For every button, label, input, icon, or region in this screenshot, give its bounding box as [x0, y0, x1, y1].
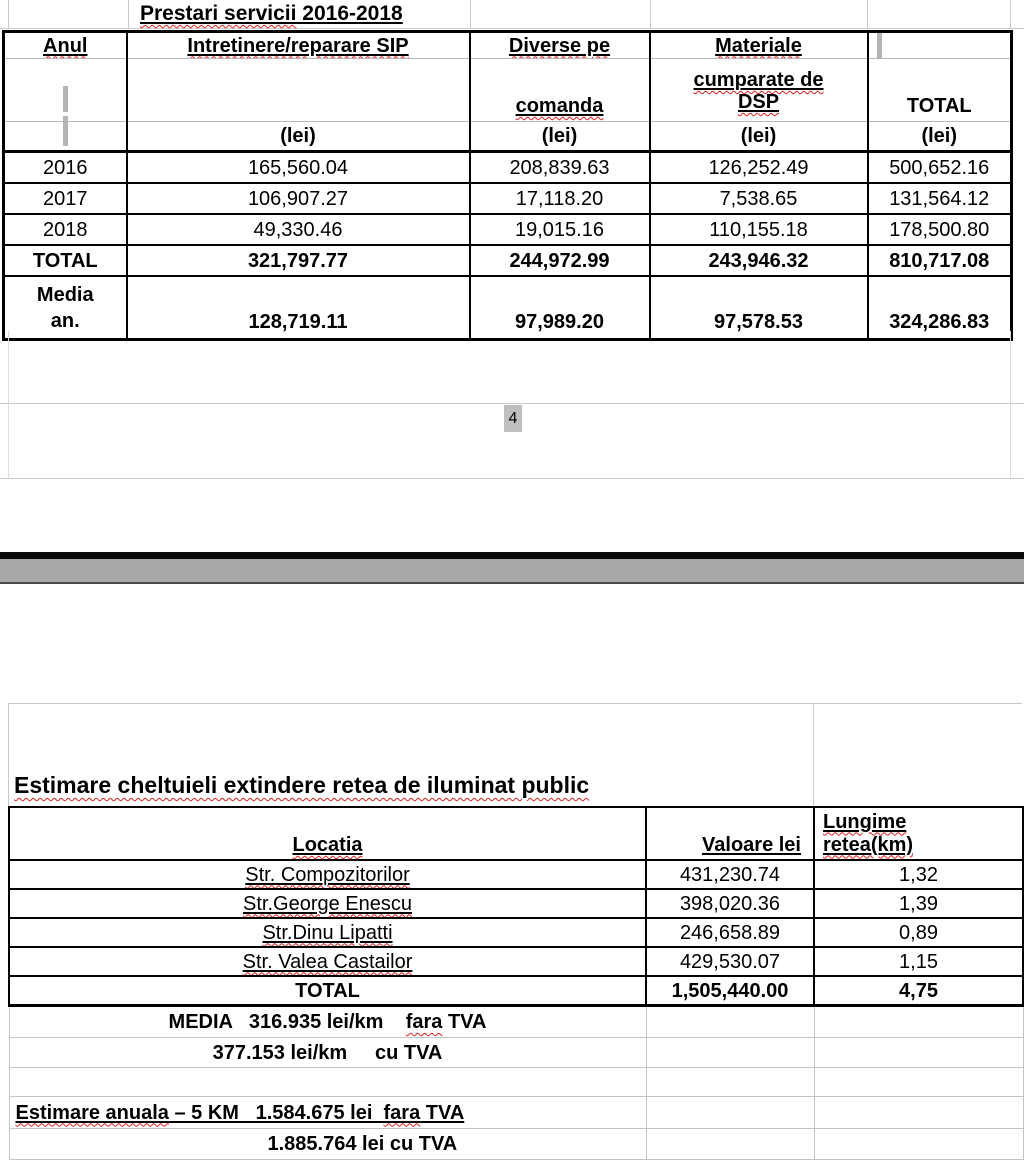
- header-valoare: Valoare lei: [646, 807, 814, 860]
- empty-cell: [814, 1038, 1023, 1068]
- value-cell: 110,155.18: [650, 214, 868, 245]
- media-line2-cell: 377.153 lei/km cu TVA: [9, 1038, 646, 1068]
- services-table: [2, 30, 1013, 341]
- section-title: [8, 769, 1008, 803]
- street-cell: Str. Compozitorilor: [9, 860, 646, 889]
- table-row-street: [9, 947, 1023, 976]
- empty-cell: [814, 1006, 1023, 1038]
- table-row-2018: [4, 214, 1012, 245]
- year-cell: 2016: [4, 152, 127, 184]
- media-value-cell: 97,989.20: [470, 276, 650, 340]
- table-row-2017: [4, 183, 1012, 214]
- value-cell: 19,015.16: [470, 214, 650, 245]
- table1-title: [128, 0, 470, 28]
- total-value-cell: 243,946.32: [650, 245, 868, 276]
- header-intretinere-empty: [127, 59, 470, 122]
- media-value-cell: 97,578.53: [650, 276, 868, 340]
- header-locatia: Locatia: [9, 807, 646, 860]
- value-cell: 7,538.65: [650, 183, 868, 214]
- value-cell: 106,907.27: [127, 183, 470, 214]
- media-label-cell: Media an.: [4, 276, 127, 340]
- value-cell: 126,252.49: [650, 152, 868, 184]
- empty-cell: [646, 1129, 814, 1160]
- empty-cell: [9, 1068, 646, 1097]
- estimare-row-2: [9, 1129, 1023, 1160]
- page-gap: [0, 559, 1024, 582]
- value-cell: 17,118.20: [470, 183, 650, 214]
- street-cell: Str. Valea Castailor: [9, 947, 646, 976]
- empty-cell: [646, 1038, 814, 1068]
- gridline-vertical: [1010, 0, 1011, 29]
- header-lei: (lei): [470, 122, 650, 152]
- year-cell: 2018: [4, 214, 127, 245]
- header-lungime: Lungime retea(km): [814, 807, 1023, 860]
- table1-header-row-1: [4, 32, 1012, 59]
- empty-row: [9, 1068, 1023, 1097]
- table2-header-row: [9, 807, 1023, 860]
- total-value-cell: 1,505,440.00: [646, 976, 814, 1006]
- media-row-1: [9, 1006, 1023, 1038]
- cursor-artifact: [63, 116, 68, 146]
- empty-cell: [646, 1006, 814, 1038]
- media-row-2: [9, 1038, 1023, 1068]
- header-total: TOTAL: [868, 59, 1012, 122]
- media-value-cell: 128,719.11: [127, 276, 470, 340]
- table1-title-misspelled: Prestari servicii: [140, 2, 297, 25]
- header-materiale-line1: Materiale: [650, 32, 868, 59]
- table-row-2016: [4, 152, 1012, 184]
- total-label-cell: TOTAL: [4, 245, 127, 276]
- empty-cell: [814, 1068, 1023, 1097]
- table-row-street: [9, 889, 1023, 918]
- total-value-cell: 810,717.08: [868, 245, 1012, 276]
- header-total-empty: [868, 32, 1012, 59]
- header-diverse-line1: Diverse pe: [470, 32, 650, 59]
- cursor-artifact: [877, 33, 882, 58]
- street-cell: Str.Dinu Lipatti: [9, 918, 646, 947]
- table-row-street: [9, 918, 1023, 947]
- empty-cell: [814, 1129, 1023, 1160]
- gridline-vertical: [8, 0, 9, 29]
- header-anul: Anul: [4, 32, 127, 59]
- value-cell: 131,564.12: [868, 183, 1012, 214]
- table-row-street: [9, 860, 1023, 889]
- value-cell: 500,652.16: [868, 152, 1012, 184]
- header-intretinere: Intretinere/reparare SIP: [127, 32, 470, 59]
- estimare-line1-cell: Estimare anuala – 5 KM 1.584.675 lei fara TVA: [9, 1097, 646, 1129]
- empty-cell: [646, 1097, 814, 1129]
- header-lei: (lei): [650, 122, 868, 152]
- page-top-edge: [0, 582, 1024, 584]
- table1-title-years: 2016-2018: [296, 2, 403, 25]
- value-cell: 398,020.36: [646, 889, 814, 918]
- value-cell: 49,330.46: [127, 214, 470, 245]
- value-cell: 431,230.74: [646, 860, 814, 889]
- gridline-vertical: [8, 331, 9, 478]
- value-cell: 165,560.04: [127, 152, 470, 184]
- table1-title-text: [140, 2, 403, 25]
- value-cell: 1,15: [814, 947, 1023, 976]
- section-title-text: Estimare cheltuieli extindere retea de iluminat public: [14, 772, 590, 798]
- media-line1-cell: MEDIA 316.935 lei/km fara TVA: [9, 1006, 646, 1038]
- page-number-field: 4: [504, 405, 522, 432]
- estimare-row-1: [9, 1097, 1023, 1129]
- gridline-horizontal: [0, 478, 1024, 479]
- media-value-cell: 324,286.83: [868, 276, 1012, 340]
- cursor-artifact: [63, 86, 68, 112]
- value-cell: 1,32: [814, 860, 1023, 889]
- value-cell: 1,39: [814, 889, 1023, 918]
- gridline-horizontal: [0, 403, 1024, 404]
- year-cell: 2017: [4, 183, 127, 214]
- table1-header-row-2: [4, 59, 1012, 122]
- total-label-cell: TOTAL: [9, 976, 646, 1006]
- table-row-total: [9, 976, 1023, 1006]
- value-cell: 208,839.63: [470, 152, 650, 184]
- gridline-horizontal: [0, 28, 1024, 29]
- total-value-cell: 321,797.77: [127, 245, 470, 276]
- table-row-media: [4, 276, 1012, 340]
- value-cell: 0,89: [814, 918, 1023, 947]
- gridline-vertical: [867, 0, 868, 29]
- page-bottom-edge: [0, 552, 1024, 559]
- value-cell: 178,500.80: [868, 214, 1012, 245]
- header-lei: (lei): [127, 122, 470, 152]
- table1-header-row-3: [4, 122, 1012, 152]
- gridline-vertical: [470, 0, 471, 29]
- empty-cell: [814, 1097, 1023, 1129]
- header-materiale-lines: cumparate de DSP: [650, 59, 868, 122]
- header-diverse-line2: comanda: [470, 59, 650, 122]
- total-value-cell: 4,75: [814, 976, 1023, 1006]
- header-lei: (lei): [868, 122, 1012, 152]
- estimate-table: [8, 806, 1024, 1160]
- empty-cell: [646, 1068, 814, 1097]
- total-value-cell: 244,972.99: [470, 245, 650, 276]
- gridline-horizontal: [8, 703, 1022, 704]
- table-row-total: [4, 245, 1012, 276]
- gridline-vertical: [650, 0, 651, 29]
- street-cell: Str.George Enescu: [9, 889, 646, 918]
- gridline-vertical: [1010, 331, 1011, 478]
- estimare-line2-cell: 1.885.764 lei cu TVA: [9, 1129, 646, 1160]
- value-cell: 246,658.89: [646, 918, 814, 947]
- value-cell: 429,530.07: [646, 947, 814, 976]
